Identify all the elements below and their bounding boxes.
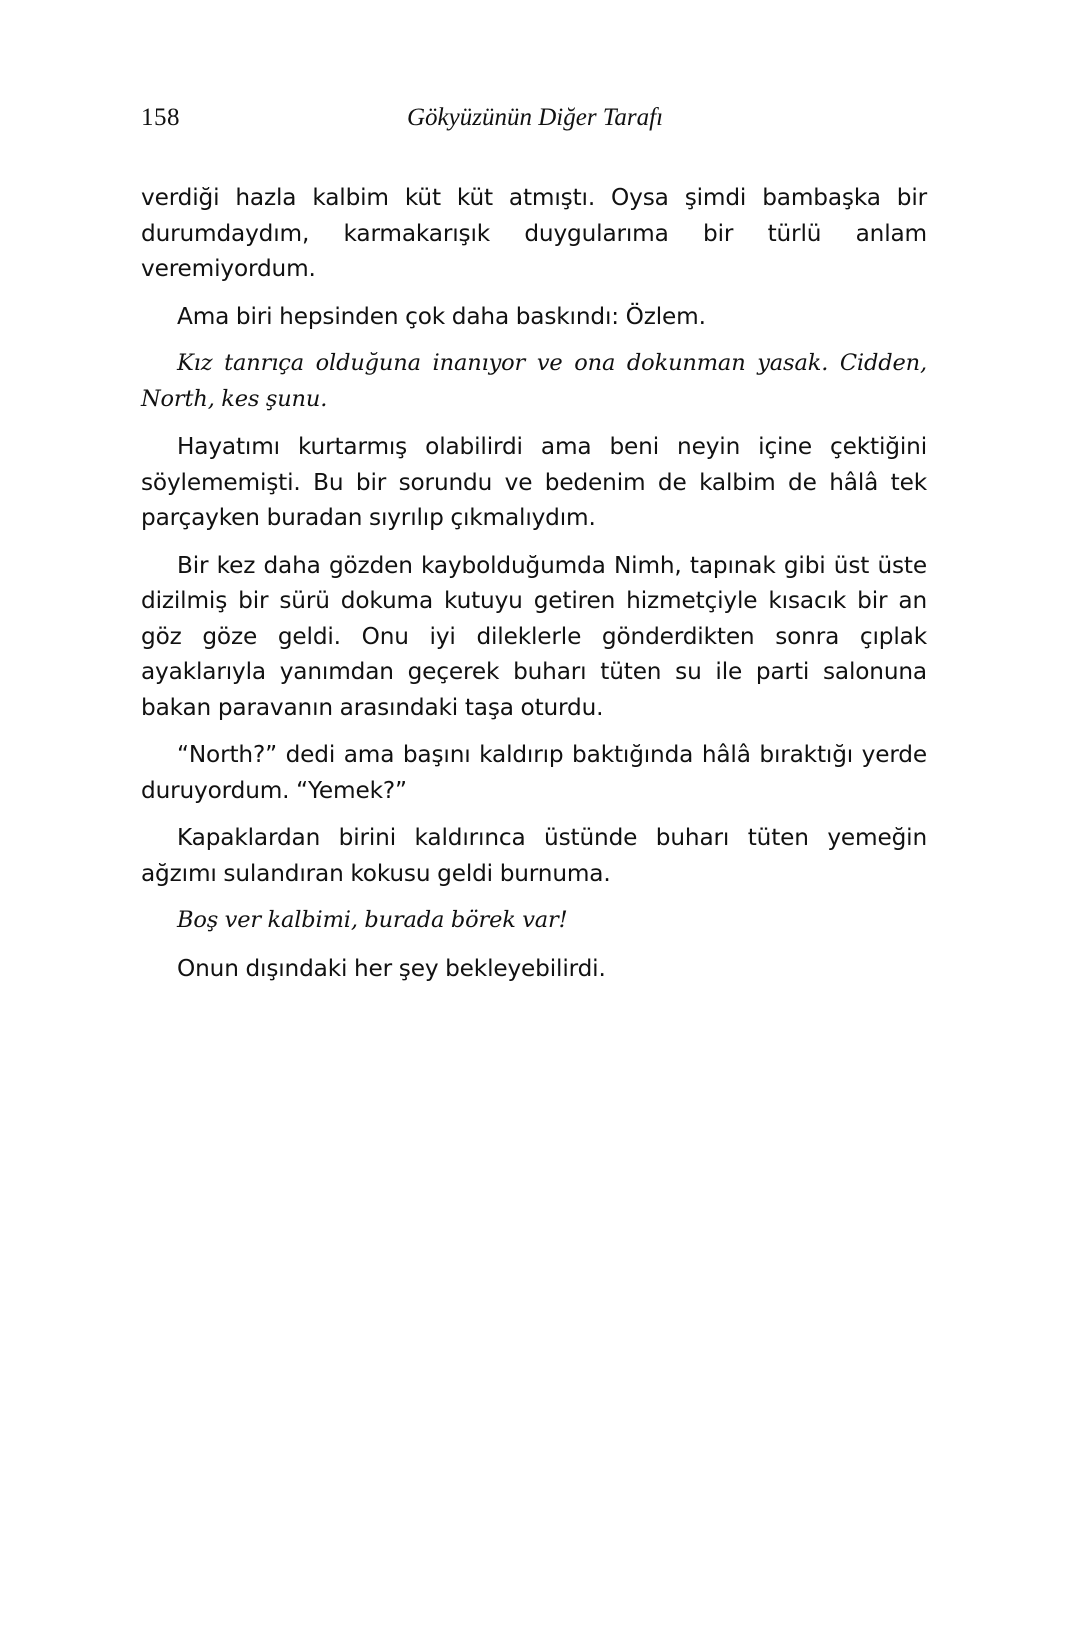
paragraph: Onun dışındaki her şey bekleyebilirdi. xyxy=(177,954,606,982)
paragraph: Ama biri hepsinden çok daha baskındı: Özlem. xyxy=(177,302,706,330)
italic-paragraph: Kız tanrıça olduğuna inanıyor ve ona dokunman yasak. Cidden, North, kes şunu. xyxy=(141,350,927,412)
body-text xyxy=(141,180,927,998)
paragraph: Hayatımı kurtarmış olabilirdi ama beni neyin içine çektiğini söylememişti. Bu bir sorundu ve bedenim de kalbim de hâlâ tek parçayken buradan sıyrılıp çıkmalıydım. xyxy=(141,433,927,531)
paragraph: “North?” dedi ama başını kaldırıp baktığında hâlâ bıraktığı yerde duruyordum. “Yemek?” xyxy=(141,741,927,804)
page-number: 158 xyxy=(141,104,180,131)
paragraph: Bir kez daha gözden kaybolduğumda Nimh, tapınak gibi üst üste dizilmiş bir sürü dokuma kutuyu getiren hizmetçiyle kısacık bir an göz göze geldi. Onu iyi dileklerle gönderdikten sonra çıplak ayaklarıyla yanımdan geçerek buharı tüten su ile parti salonuna bakan paravanın arasındaki taşa oturdu. xyxy=(141,551,927,721)
italic-paragraph: Boş ver kalbimi, burada börek var! xyxy=(177,907,568,933)
running-title: Gökyüzünün Diğer Tarafı xyxy=(407,104,664,131)
paragraph: Kapaklardan birini kaldırınca üstünde buharı tüten yemeğin ağzımı sulandıran kokusu geldi burnuma. xyxy=(141,824,927,887)
page-header xyxy=(141,104,921,144)
paragraph: verdiği hazla kalbim küt küt atmıştı. Oysa şimdi bambaşka bir durumdaydım, karmakarışık duygularıma bir türlü anlam veremiyordum. xyxy=(141,184,927,282)
